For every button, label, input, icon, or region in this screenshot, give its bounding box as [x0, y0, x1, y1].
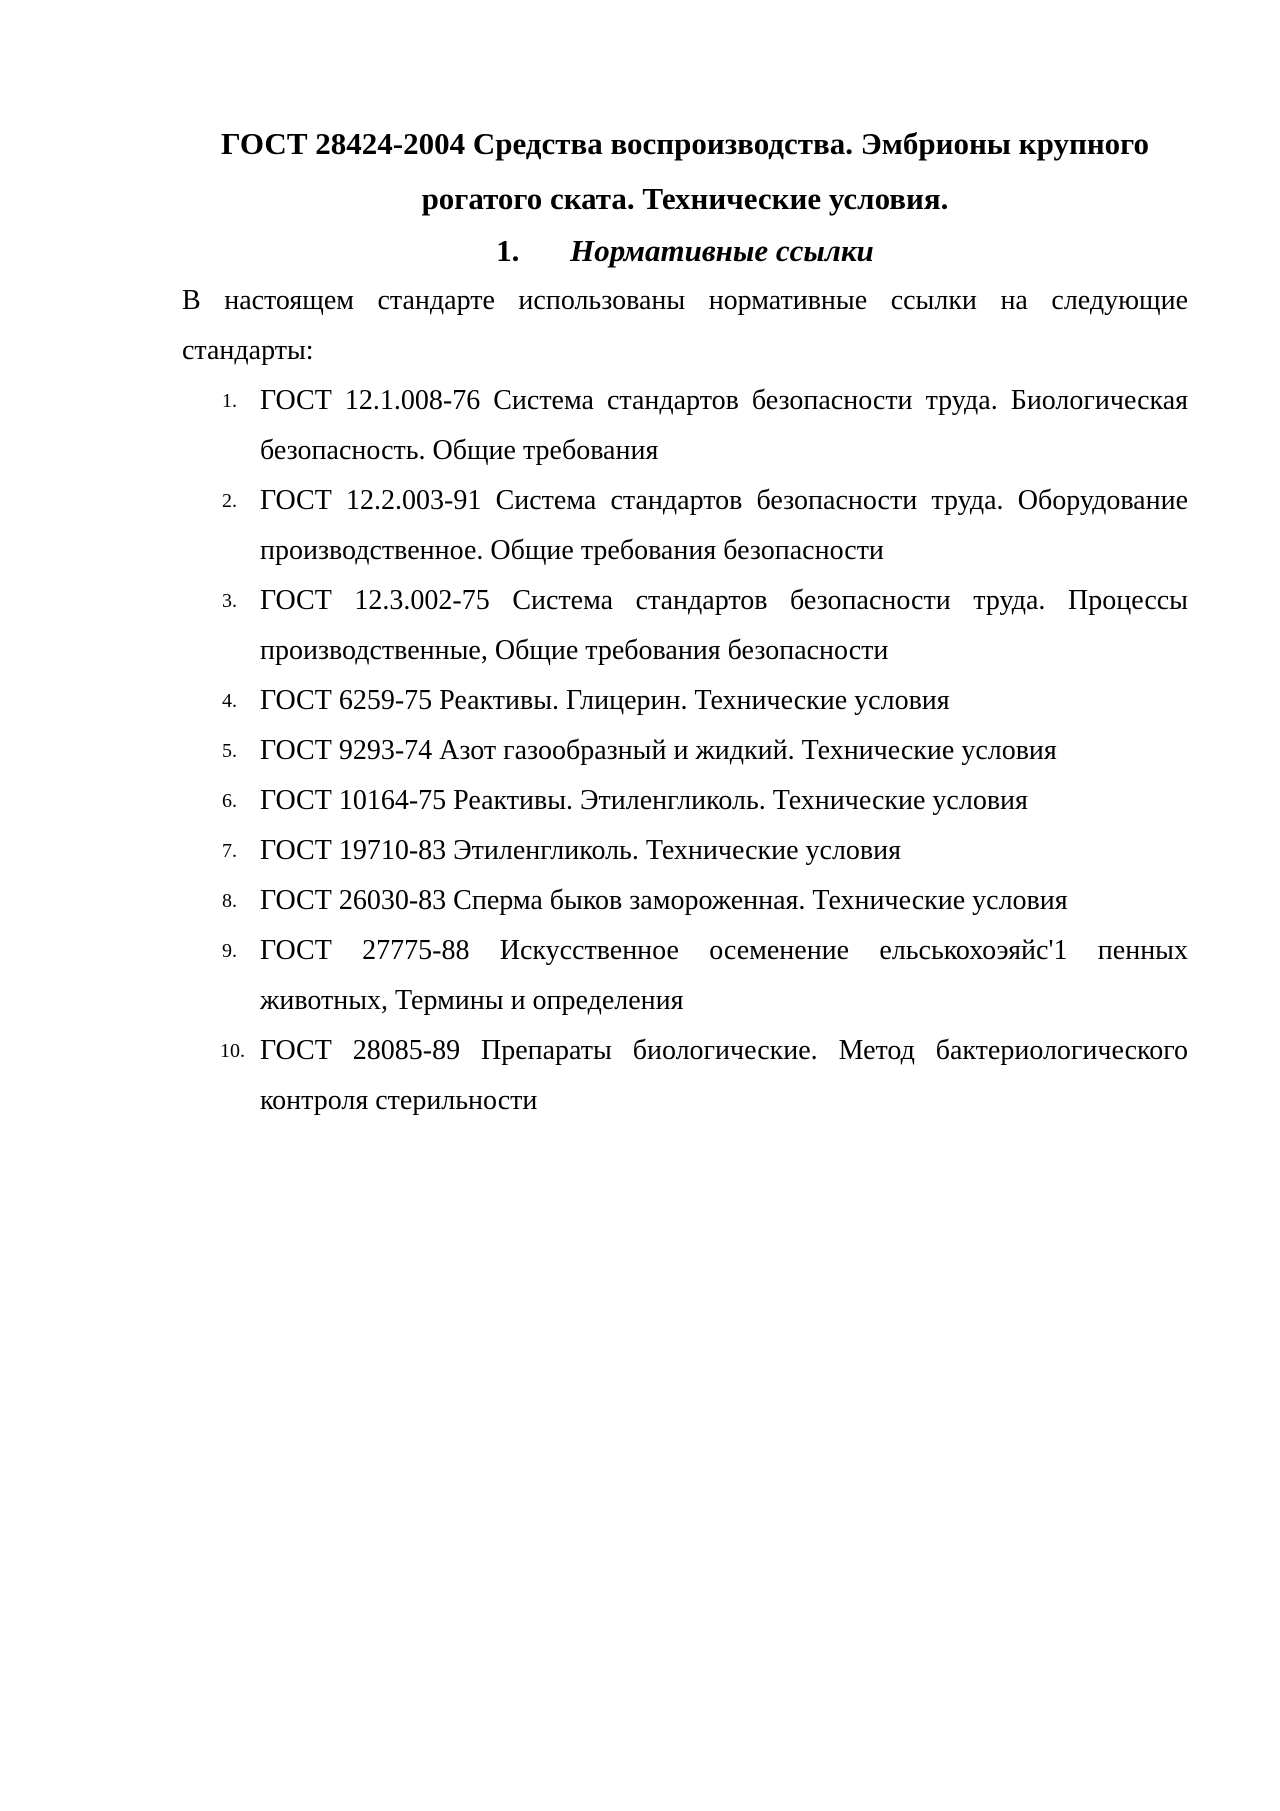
reference-text: ГОСТ 12.1.008-76 Система стандартов безопасности труда. Биологическая безопасность. Общие требования: [260, 385, 1188, 466]
reference-number: 1.: [222, 390, 237, 412]
reference-text: ГОСТ 12.3.002-75 Система стандартов безопасности труда. Процессы производственные, Общие требования безопасности: [260, 585, 1188, 666]
reference-number: 10.: [220, 1040, 245, 1062]
reference-item: [182, 776, 1188, 826]
reference-item: [182, 476, 1188, 576]
reference-item: [182, 726, 1188, 776]
reference-number: 9.: [222, 940, 237, 962]
reference-number: 3.: [222, 590, 237, 612]
reference-text: ГОСТ 10164-75 Реактивы. Этиленгликоль. Технические условия: [260, 785, 1028, 816]
document-body: [182, 116, 1188, 1126]
reference-text: ГОСТ 6259-75 Реактивы. Глицерин. Технические условия: [260, 685, 950, 716]
reference-text: ГОСТ 28085-89 Препараты биологические. Метод бактериологического контроля стерильности: [260, 1035, 1188, 1116]
reference-item: [182, 1026, 1188, 1126]
reference-text: ГОСТ 26030-83 Сперма быков замороженная. Технические условия: [260, 885, 1068, 916]
reference-item: [182, 926, 1188, 1026]
reference-item: [182, 576, 1188, 676]
reference-text: ГОСТ 19710-83 Этиленгликоль. Технические условия: [260, 835, 902, 866]
reference-item: [182, 676, 1188, 726]
reference-number: 8.: [222, 890, 237, 912]
reference-number: 7.: [222, 840, 237, 862]
reference-text: ГОСТ 27775-88 Искусственное осеменение ельськохоэяйс'1 пенных животных, Термины и определения: [260, 935, 1188, 1016]
reference-number: 6.: [222, 790, 237, 812]
reference-item: [182, 376, 1188, 476]
reference-text: ГОСТ 9293-74 Азот газообразный и жидкий. Технические условия: [260, 735, 1057, 766]
reference-number: 4.: [222, 690, 237, 712]
reference-number: 2.: [222, 490, 237, 512]
reference-number: 5.: [222, 740, 237, 762]
reference-list: [182, 376, 1188, 1126]
reference-item: [182, 876, 1188, 926]
document-title: ГОСТ 28424-2004 Средства воспроизводства. Эмбрионы крупного рогатого ската. Технические условия.: [220, 126, 1149, 216]
reference-text: ГОСТ 12.2.003-91 Система стандартов безопасности труда. Оборудование производственное. Общие требования безопасности: [260, 485, 1188, 566]
section-heading: [182, 226, 1188, 276]
section-title: Нормативные ссылки: [570, 233, 874, 268]
section-number: 1.: [496, 233, 520, 268]
reference-item: [182, 826, 1188, 876]
intro-paragraph: В настоящем стандарте использованы нормативные ссылки на следующие стандарты:: [182, 285, 1188, 366]
